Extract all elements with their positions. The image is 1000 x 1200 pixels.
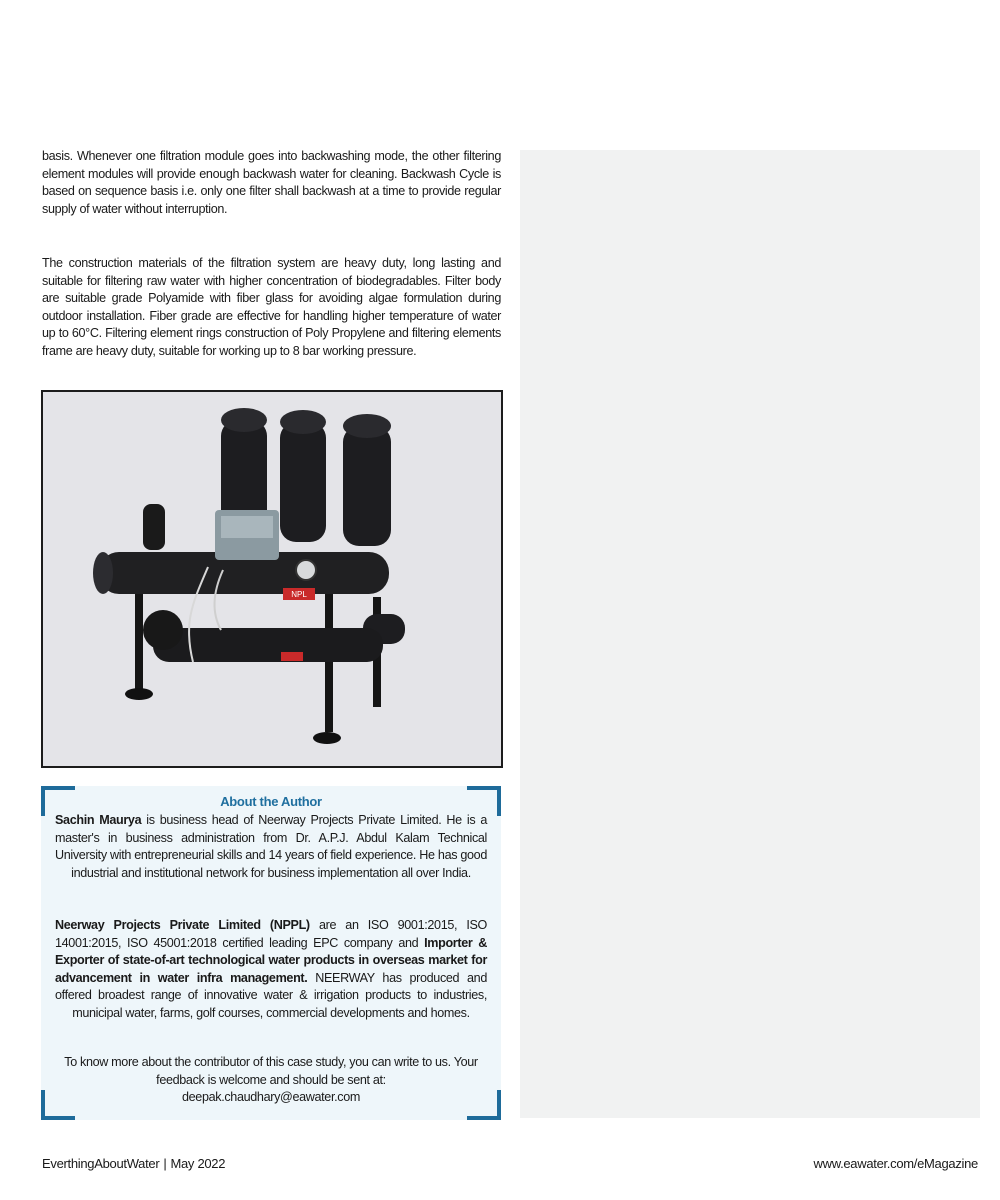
company-products: NEERWAY has produced and offered broadest range of innovative water & irrigation products to industries, municipal water, farms, golf courses, commercial developments and homes.	[55, 970, 487, 1020]
author-section-title: About the Author	[220, 794, 322, 809]
footer-separator: |	[163, 1156, 167, 1171]
company-name: Neerway Projects Private Limited (NPPL)	[55, 918, 310, 932]
author-name: Sachin Maurya	[55, 813, 142, 827]
contact-email[interactable]: deepak.chaudhary@eawater.com	[181, 1090, 360, 1105]
product-label: NPL	[291, 590, 307, 599]
about-the-author-box	[41, 786, 501, 1120]
company-highlight: Importer & Exporter of state-of-art technological water products in overseas market for advancement in water infra management.	[55, 935, 487, 985]
issue-date: May 2022	[170, 1156, 226, 1171]
contact-text: To know more about the contributor of this case study, you can write to us. Your feedback is welcome and should be sent at:	[64, 1055, 478, 1087]
blank-side-panel	[520, 150, 980, 1118]
footer-website-link[interactable]: www.eawater.com/eMagazine	[813, 1156, 978, 1171]
article-paragraph-2: The construction materials of the filtration system are heavy duty, long lasting and suitable for filtering raw water with higher concentration of biodegradables. Filter body are suitable grade Polyamide with fiber glass for avoiding algae formulation during outdoor installation. Fiber grade are effective for handling higher temperature of water up to 60°C. Filtering element rings construction of Poly Propylene and filtering elements frame are heavy duty, suitable for working up to 8 bar working pressure.	[42, 256, 501, 358]
company-certifications: are an ISO 9001:2015, ISO 14001:2015, ISO 45001:2018 certified leading EPC company and	[55, 918, 487, 950]
article-paragraph-1: basis. Whenever one filtration module goes into backwashing mode, the other filtering element modules will provide enough backwash water for cleaning. Backwash Cycle is based on sequence basis i.e. only one filter shall backwash at a time to provide regular supply of water without interruption.	[42, 149, 501, 216]
company-description	[55, 917, 487, 1023]
contact-note	[55, 1054, 487, 1107]
author-bio	[55, 812, 487, 882]
filtration-system-photo	[41, 390, 503, 768]
author-bio-text: is business head of Neerway Projects Private Limited. He is a master's in business administration from Dr. A.P.J. Abdul Kalam Technical University with entrepreneurial skills and 14 years of field experience. He has good industrial and institutional network for business implementation all over India.	[55, 813, 487, 880]
publication-name: EverthingAboutWater	[42, 1156, 160, 1171]
footer-publication	[42, 1156, 225, 1171]
filter-unit-illustration	[43, 392, 501, 766]
